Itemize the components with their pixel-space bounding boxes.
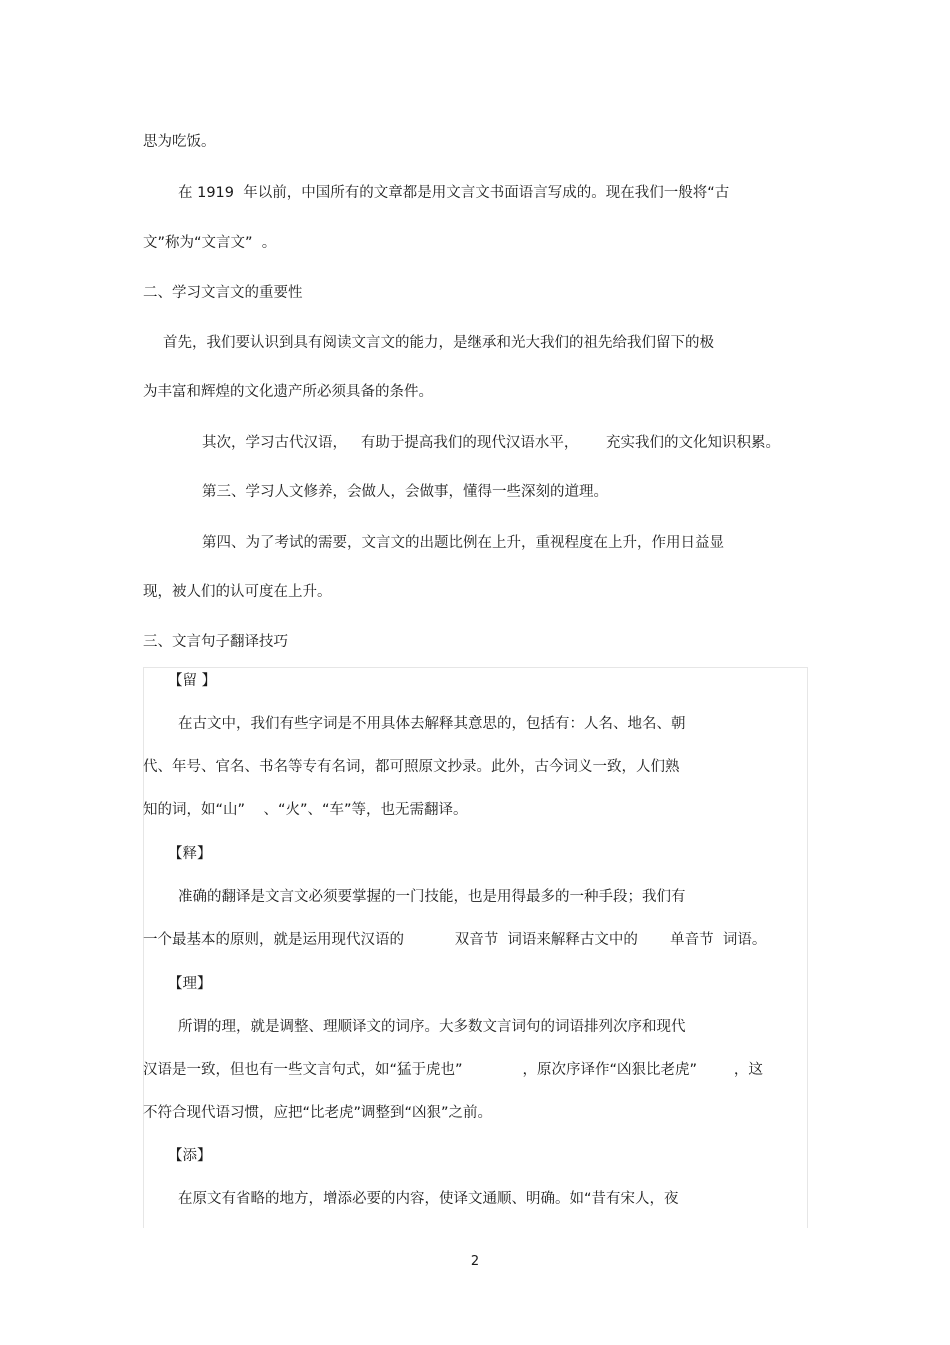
text-line: 在 1919 年以前，中国所有的文章都是用文言文书面语言写成的。现在我们一般将“古 <box>178 185 730 201</box>
text-line: 一个最基本的原则，就是运用现代汉语的 双音节 词语来解释古文中的 单音节 词语。 <box>143 932 767 948</box>
tip-heading: 【释】 <box>168 846 212 862</box>
text-line: 在古文中，我们有些字词是不用具体去解释其意思的，包括有：人名、地名、朝 <box>178 716 686 732</box>
text-line: 准确的翻译是文言文必须要掌握的一门技能，也是用得最多的一种手段；我们有 <box>178 889 686 905</box>
text-line: 首先，我们要认识到具有阅读文言文的能力，是继承和光大我们的祖先给我们留下的极 <box>163 335 714 351</box>
tip-heading: 【理】 <box>168 976 212 992</box>
text-line: 为丰富和辉煌的文化遗产所必须具备的条件。 <box>143 384 433 400</box>
tip-heading: 【留 】 <box>168 673 217 689</box>
text-line: 汉语是一致，但也有一些文言句式，如“猛于虎也” ，原次序译作“凶狠比老虎” ，这 <box>143 1062 763 1078</box>
text-line: 不符合现代语习惯，应把“比老虎”调整到“凶狠”之前。 <box>143 1105 493 1121</box>
section-heading: 三、文言句子翻译技巧 <box>143 634 288 650</box>
text-line: 在原文有省略的地方，增添必要的内容，使译文通顺、明确。如“昔有宋人，夜 <box>178 1191 679 1207</box>
text-line: 第四、为了考试的需要，文言文的出题比例在上升，重视程度在上升，作用日益显 <box>202 535 724 551</box>
text-line: 知的词，如“山” 、“火”、“车”等，也无需翻译。 <box>143 802 468 818</box>
text-line: 所谓的理，就是调整、理顺译文的词序。大多数文言词句的词语排列次序和现代 <box>178 1019 686 1035</box>
text-line: 第三、学习人文修养，会做人，会做事，懂得一些深刻的道理。 <box>202 484 608 500</box>
text-line: 文”称为“文言文” 。 <box>143 235 277 251</box>
section-heading: 二、学习文言文的重要性 <box>143 285 303 301</box>
text-line: 思为吃饭。 <box>143 134 216 150</box>
text-line: 现，被人们的认可度在上升。 <box>143 584 332 600</box>
page-number: 2 <box>470 1254 480 1269</box>
tip-heading: 【添】 <box>168 1148 212 1164</box>
text-line: 代、年号、官名、书名等专有名词，都可照原文抄录。此外，古今词义一致，人们熟 <box>143 759 680 775</box>
text-line: 其次，学习古代汉语， 有助于提高我们的现代汉语水平， 充实我们的文化知识积累。 <box>202 435 780 451</box>
